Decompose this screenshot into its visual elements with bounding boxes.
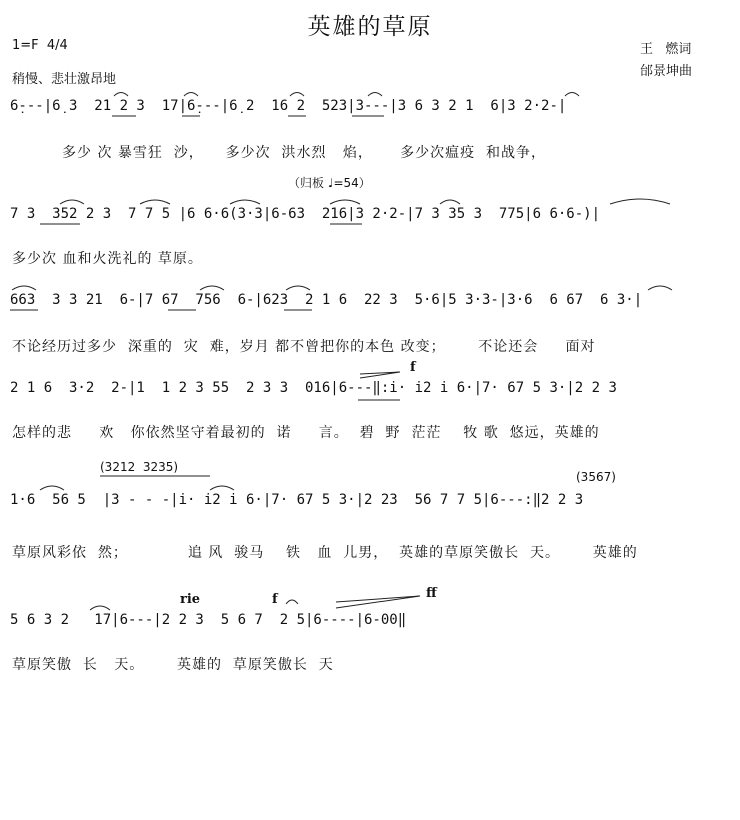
song-title: 英雄的草原 [307,14,433,40]
slur-mark [184,93,198,97]
notation-line-2: 7 3 352 2 3 7 7 5 |6 6·6(3·3|6-63 216|3 2·2-|7 3 35 3 775|6 6·6-)| [10,206,601,222]
dynamic-rie: rie [180,592,201,607]
composer-credit: 邰景坤曲 [640,64,693,79]
key-signature: 1=F 4/4 [12,38,68,53]
notation-line-6: 5 6 3 2 17|6---|2 2 3 5 6 7 2 5|6----|6-00‖ [10,612,407,628]
notation-line-1: 6̣---|6̣ 3 21 2 3 17|6̣---|6̣ 2 16 2 523|3---|3 6 3 2 1 6|3 2·2-| [10,98,567,114]
lyrics-line-1: 多少 次 暴雪狂 沙， 多少次 洪水烈 焰， 多少次瘟疫 和战争， [62,145,547,161]
notation-line-5: 1·6 56 5 |3 - - -|i· i2 i 6·|7· 67 5 3·|2 23 56 7 7 5|6---:‖2 2 3 [10,492,584,508]
lyricist-credit: 王 燃词 [640,42,692,57]
tempo-change-annotation: （归板 ♩=54） [288,176,371,190]
slur-mark [114,93,128,97]
slur-mark [565,93,579,97]
slur-mark [290,93,304,97]
lyrics-line-6: 草原笑傲 长 天。 英雄的 草原笑傲长 天 [12,657,334,673]
notation-line-3: 663 3 3 21 6-|7 67 756 6-|623 2 1 6 22 3 5·6|5 3·3-|3·6 6 67 6 3·| [10,292,643,308]
tempo-marking: 稍慢、悲壮激昂地 [12,72,117,87]
dynamic-forte-1: f [410,360,416,375]
ornament-annotation-2: (3567) [576,470,616,484]
lyrics-line-4: 怎样的悲 欢 你依然坚守着最初的 诺 言。 碧 野 茫茫 牧 歌 悠远，英雄的 [12,425,600,441]
lyrics-line-5: 草原风彩依 然； 追 风 骏马 铁 血 儿男， 英雄的草原笑傲长 天。 英雄的 [12,545,638,561]
dynamic-forte-2: f [272,592,278,607]
ornament-annotation-1: (3212 3235) [100,460,179,474]
notation-line-4: 2 1 6 3·2 2-|1 1 2 3 55 2 3 3 016|6---‖:i· i2 i 6·|7· 67 5 3·|2 2 3 [10,380,617,396]
dynamic-fortissimo: ff [426,586,437,601]
lyrics-line-3: 不论经历过多少 深重的 灾 难，岁月 都不曾把你的本色 改变； 不论还会 面对 [12,339,596,355]
slur-mark [368,93,382,97]
lyrics-line-2: 多少次 血和火洗礼的 草原。 [12,251,203,267]
